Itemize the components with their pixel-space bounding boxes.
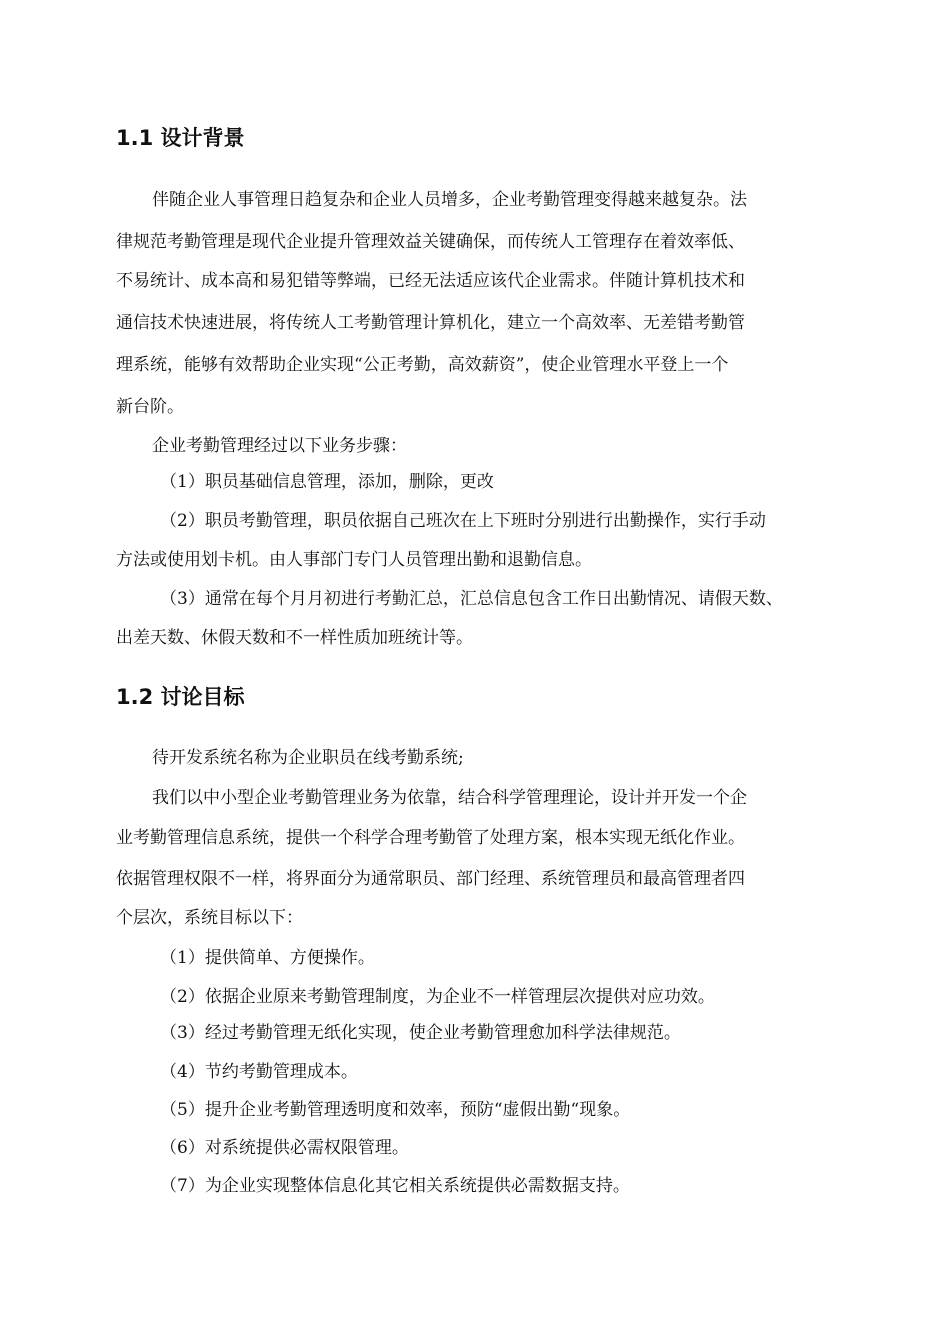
list-item-continuation: 方法或使用划卡机。由人事部门专门人员管理出勤和退勤信息。 (116, 550, 592, 570)
section-heading-research-goals: 1.2 讨论目标 (116, 685, 245, 709)
goal-item: （1）提供简单、方便操作。 (160, 948, 375, 968)
paragraph-line: 新台阶。 (116, 397, 184, 417)
list-item: （2）职员考勤管理，职员依据自己班次在上下班时分别进行出勤操作，实行手动 (160, 511, 766, 531)
paragraph-line: 企业考勤管理经过以下业务步骤： (152, 436, 407, 456)
paragraph-line: 通信技术快速进展，将传统人工考勤管理计算机化，建立一个高效率、无差错考勤管 (116, 313, 745, 333)
paragraph-line: 依据管理权限不一样，将界面分为通常职员、部门经理、系统管理员和最高管理者四 (116, 869, 745, 889)
goal-item: （7）为企业实现整体信息化其它相关系统提供必需数据支持。 (160, 1176, 630, 1196)
paragraph-line: 不易统计、成本高和易犯错等弊端，已经无法适应该代企业需求。伴随计算机技术和 (116, 271, 745, 291)
list-item: （3）通常在每个月月初进行考勤汇总，汇总信息包含工作日出勤情况、请假天数、 (160, 589, 783, 609)
list-item: （1）职员基础信息管理，添加，删除，更改 (160, 472, 494, 492)
list-item-continuation: 出差天数、休假天数和不一样性质加班统计等。 (116, 628, 473, 648)
goal-item: （4）节约考勤管理成本。 (160, 1062, 358, 1082)
paragraph-line: 伴随企业人事管理日趋复杂和企业人员增多，企业考勤管理变得越来越复杂。法 (152, 190, 747, 210)
paragraph-line: 律规范考勤管理是现代企业提升管理效益关键确保，而传统人工管理存在着效率低、 (116, 232, 745, 252)
goal-item: （3）经过考勤管理无纸化实现，使企业考勤管理愈加科学法律规范。 (160, 1023, 681, 1043)
paragraph-line: 待开发系统名称为企业职员在线考勤系统; (152, 748, 464, 768)
goal-item: （5）提升企业考勤管理透明度和效率，预防“虚假出勤“现象。 (160, 1100, 631, 1120)
paragraph-line: 我们以中小型企业考勤管理业务为依靠，结合科学管理理论，设计并开发一个企 (152, 788, 747, 808)
paragraph-line: 理系统，能够有效帮助企业实现“公正考勤，高效薪资”，使企业管理水平登上一个 (116, 355, 729, 375)
goal-item: （6）对系统提供必需权限管理。 (160, 1138, 409, 1158)
goal-item: （2）依据企业原来考勤管理制度，为企业不一样管理层次提供对应功效。 (160, 987, 715, 1007)
section-heading-design-background: 1.1 设计背景 (116, 126, 245, 150)
paragraph-line: 个层次，系统目标以下： (116, 908, 303, 928)
paragraph-line: 业考勤管理信息系统，提供一个科学合理考勤管了处理方案，根本实现无纸化作业。 (116, 828, 745, 848)
